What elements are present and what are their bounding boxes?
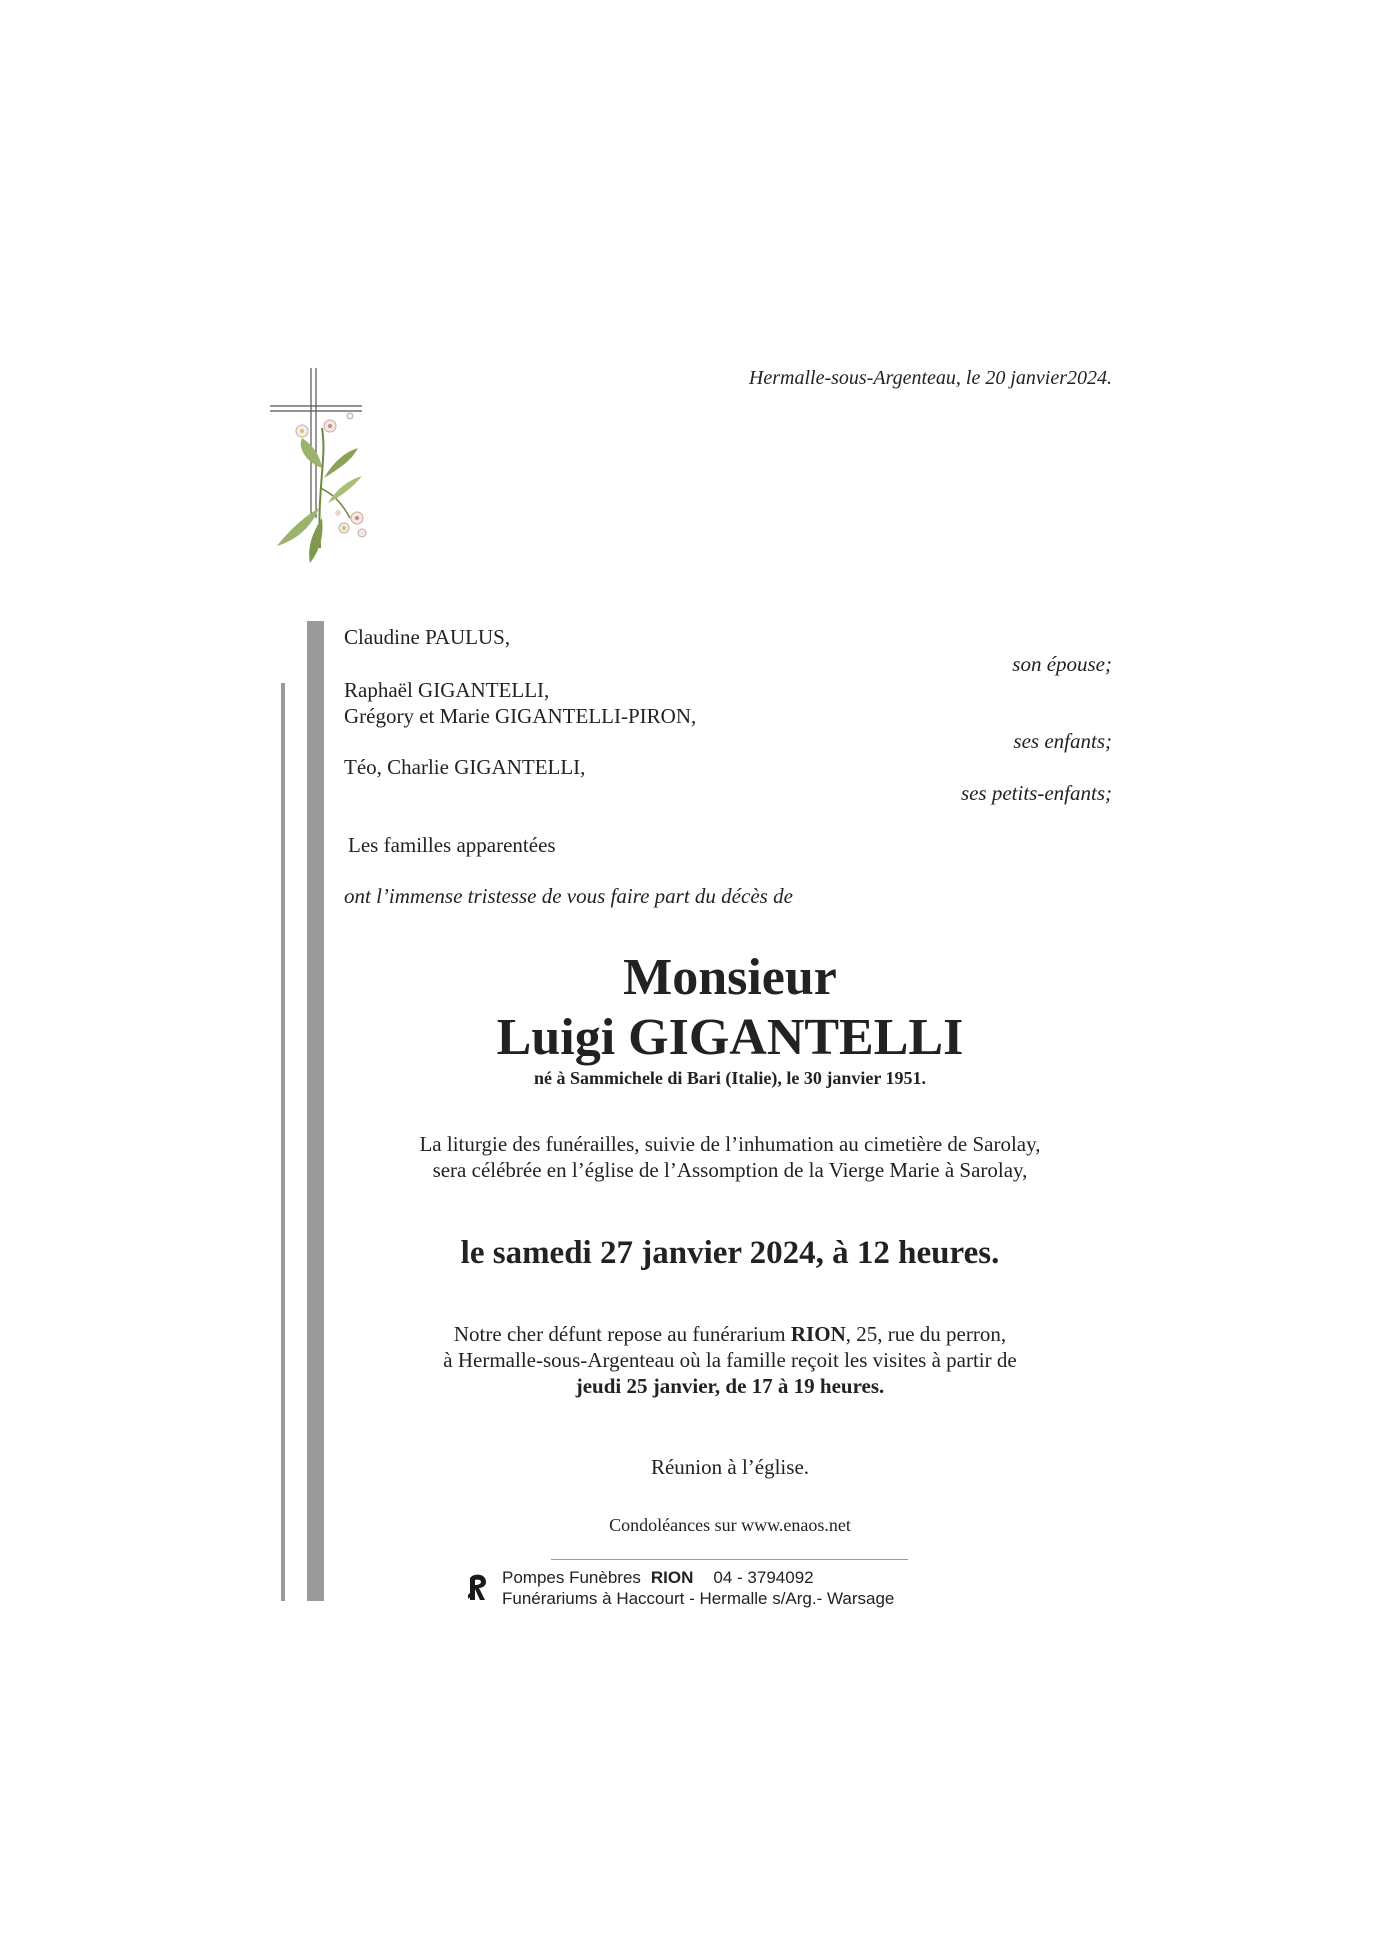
liturgy-line-2: sera célébrée en l’église de l’Assomption de la Vierge Marie à Sarolay,: [432, 1158, 1028, 1182]
footer-phone: 04 - 3794092: [713, 1568, 814, 1587]
footer-company-name: RION: [650, 1568, 694, 1587]
vertical-bar-thick: [307, 621, 324, 1601]
children-role: ses enfants;: [1013, 729, 1112, 753]
resting-line-1-start: Notre cher défunt repose au funérarium: [453, 1322, 791, 1346]
footer-company-prefix: Pompes Funèbres: [502, 1568, 641, 1587]
visiting-hours: [300, 1373, 1160, 1399]
resting-line-2: à Hermalle-sous-Argenteau où la famille reçoit les visites à partir de: [443, 1348, 1017, 1372]
footer: [502, 1567, 894, 1609]
footer-locations: Funérariums à Haccourt - Hermalle s/Arg.- Warsage: [502, 1589, 895, 1608]
funeral-home-logo-icon: [466, 1573, 492, 1603]
reunion-note: Réunion à l’église.: [650, 1455, 810, 1479]
relatives: Les familles apparentées: [348, 833, 556, 857]
visiting-hours-text: jeudi 25 janvier, de 17 à 19 heures.: [575, 1374, 885, 1398]
spouse-role: son épouse;: [1012, 652, 1112, 676]
child-name-1: Raphaël GIGANTELLI,: [344, 678, 550, 702]
footer-divider: [551, 1559, 908, 1560]
liturgy-line-1: La liturgie des funérailles, suivie de l’inhumation au cimetière de Sarolay,: [419, 1132, 1041, 1156]
liturgy-text: [300, 1131, 1160, 1183]
grandchildren-role: ses petits-enfants;: [960, 781, 1112, 805]
place-date: Hermalle-sous-Argenteau, le 20 janvier2024.: [748, 367, 1112, 389]
grandchildren-names: Téo, Charlie GIGANTELLI,: [344, 755, 586, 779]
funeral-home-name: RION: [790, 1322, 846, 1346]
resting-line-1: [300, 1321, 1160, 1347]
condolences-note: Condoléances sur www.enaos.net: [609, 1515, 851, 1535]
deceased-title: Monsieur: [623, 949, 837, 1006]
child-name-2: Grégory et Marie GIGANTELLI-PIRON,: [344, 704, 697, 728]
vertical-bar-thin: [281, 683, 285, 1601]
cross-flower-icon: [262, 368, 402, 568]
announcement-intro: ont l’immense tristesse de vous faire part du décès de: [344, 884, 793, 908]
deceased-name: Luigi GIGANTELLI: [496, 1009, 964, 1066]
resting-info: [300, 1321, 1160, 1399]
footer-company-line: [502, 1567, 894, 1588]
ceremony-date: le samedi 27 janvier 2024, à 12 heures.: [460, 1235, 1000, 1271]
birth-info: né à Sammichele di Bari (Italie), le 30 janvier 1951.: [533, 1068, 927, 1088]
resting-line-1-end: , 25, rue du perron,: [845, 1322, 1007, 1346]
spouse-name: Claudine PAULUS,: [344, 625, 511, 649]
